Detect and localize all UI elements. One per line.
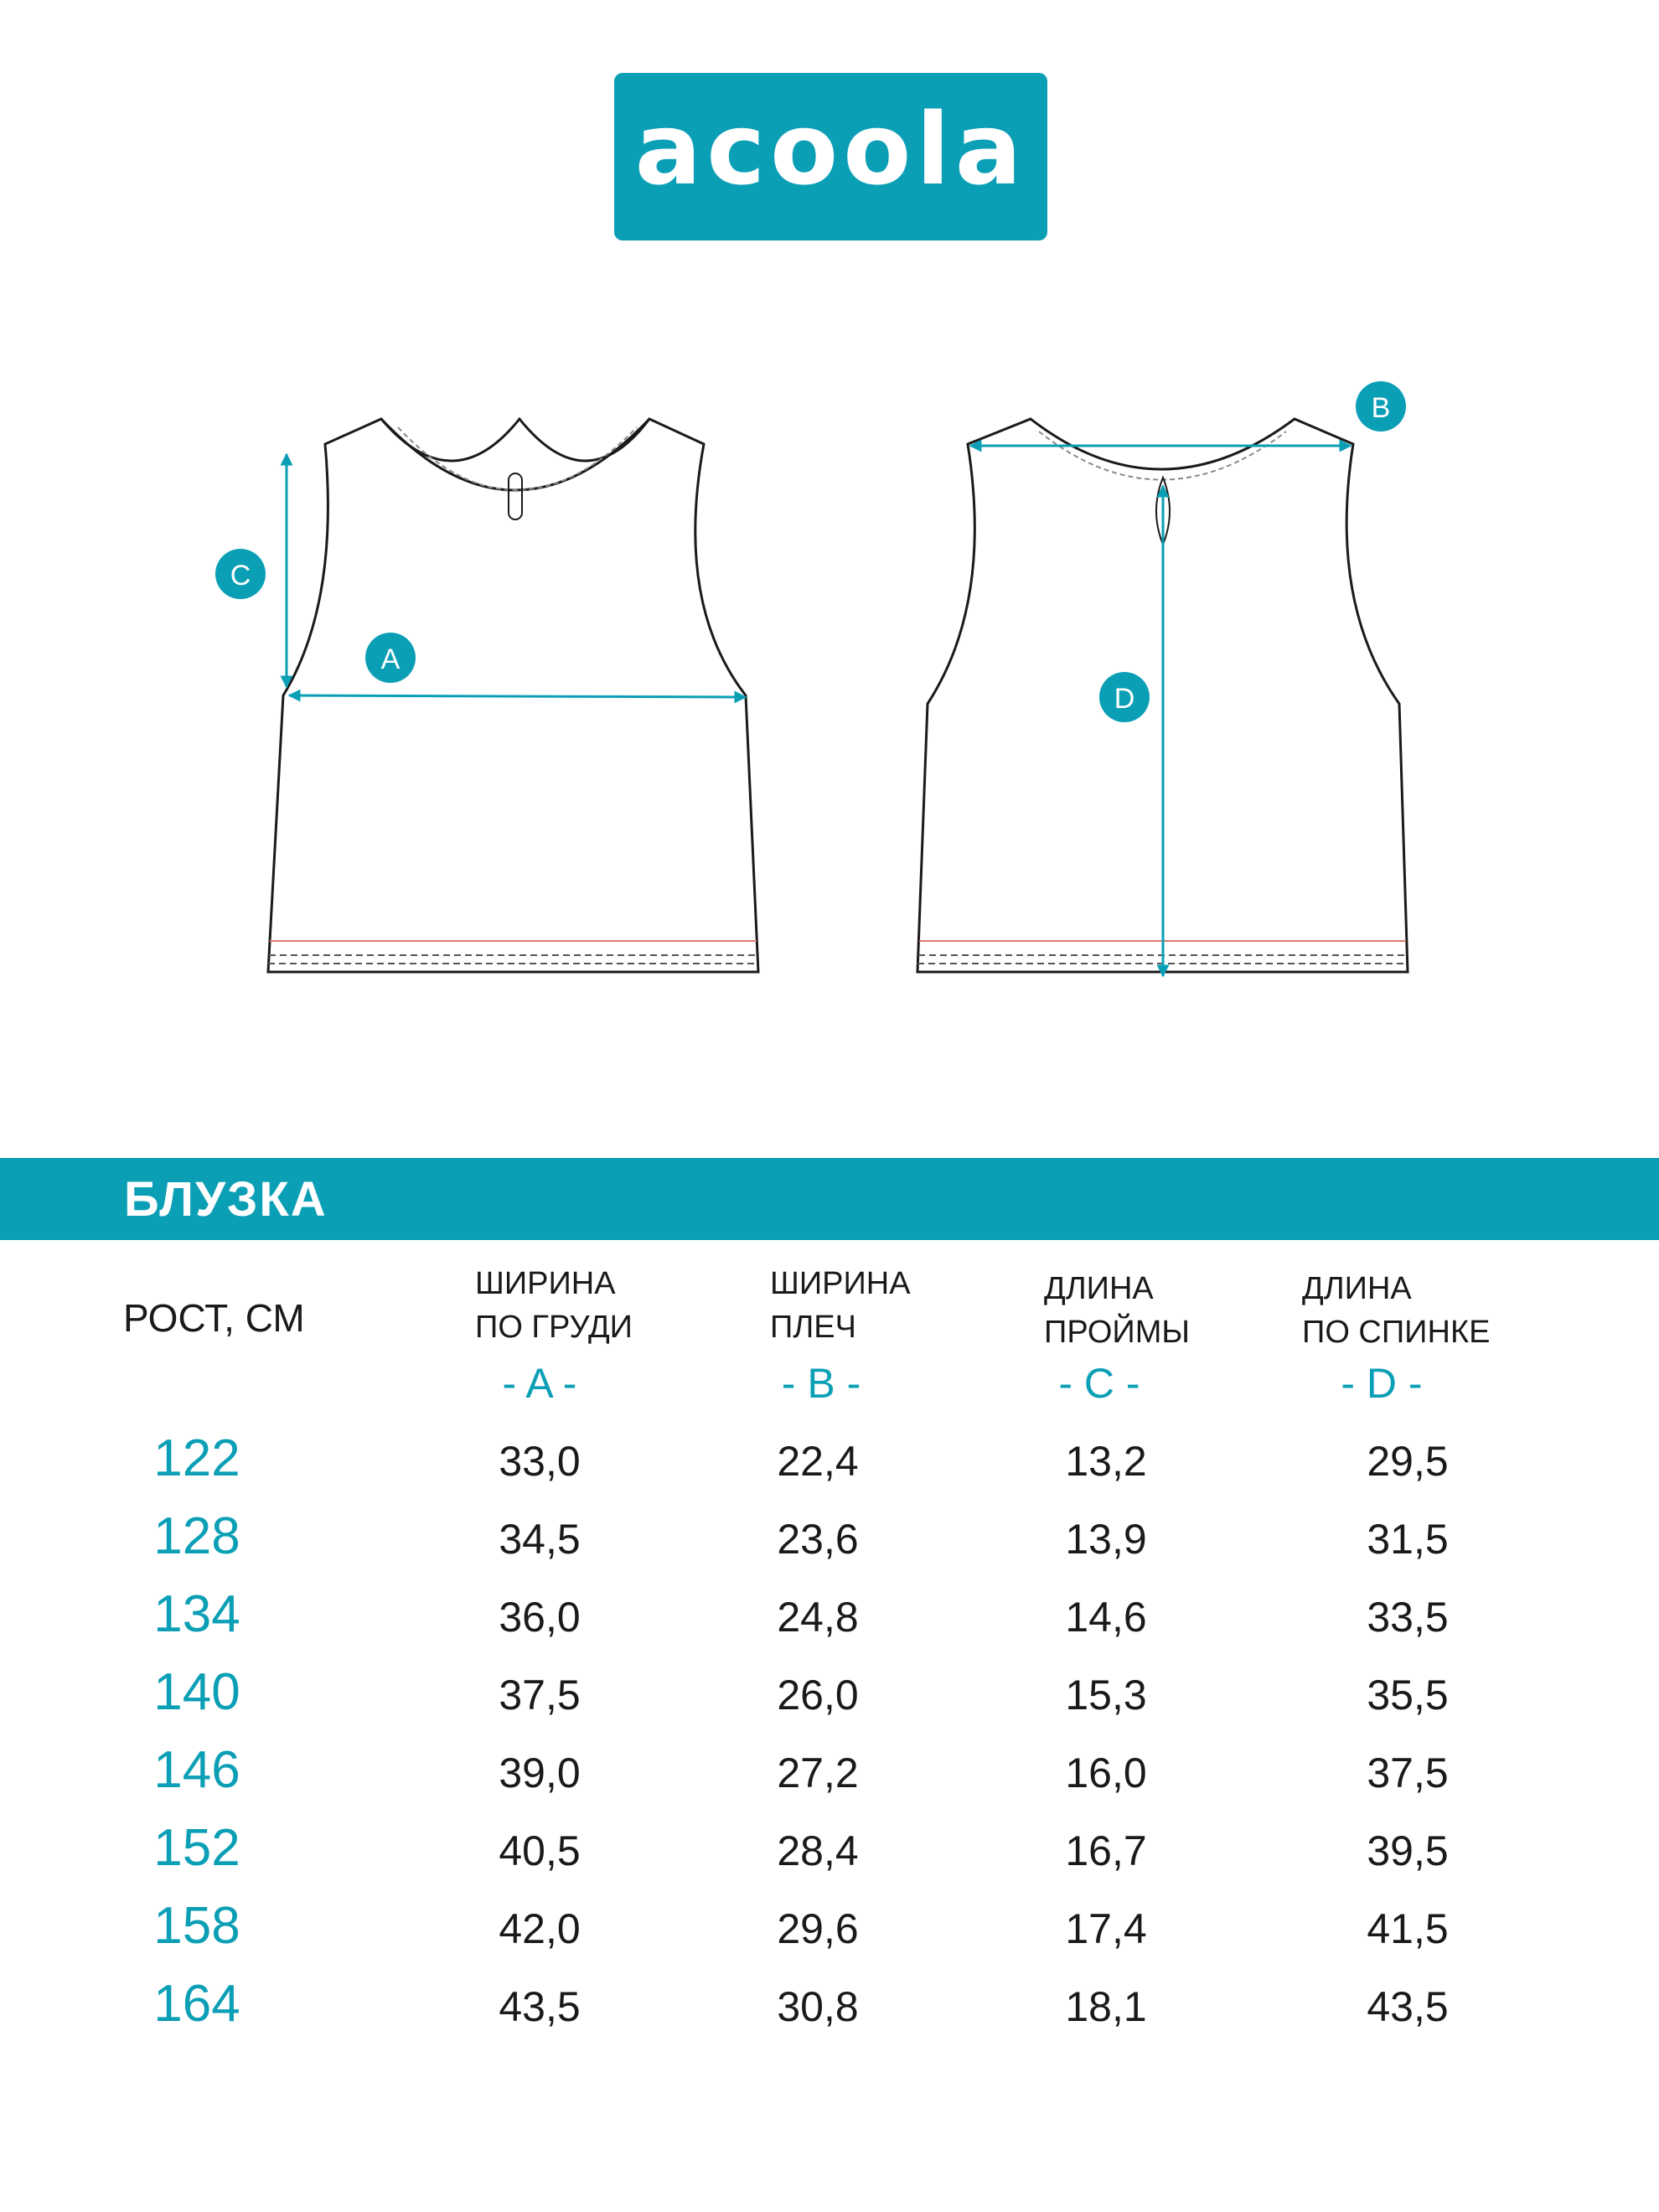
- value-cell-d: 43,5: [1367, 1983, 1449, 2030]
- section-title: БЛУЗКА: [124, 1172, 328, 1227]
- table-row: [0, 1429, 1659, 1506]
- value-cell-b: 28,4: [777, 1827, 859, 1874]
- marker-c: [215, 549, 266, 599]
- size-cell: 128: [153, 1507, 240, 1565]
- size-cell: 140: [153, 1663, 240, 1721]
- marker-d: [1099, 672, 1150, 722]
- column-header-b: [770, 1262, 911, 1349]
- value-cell-c: 13,9: [1065, 1516, 1147, 1563]
- value-cell-a: 39,0: [499, 1749, 581, 1796]
- value-cell-b: 26,0: [777, 1672, 859, 1718]
- column-header-b-line2: ПЛЕЧ: [770, 1310, 856, 1345]
- logo-text: acoola: [634, 91, 1027, 207]
- column-header-d-line2: ПО СПИНКЕ: [1302, 1315, 1491, 1350]
- value-cell-d: 41,5: [1367, 1905, 1449, 1952]
- value-cell-c: 16,0: [1065, 1749, 1147, 1796]
- table-row: [0, 1662, 1659, 1739]
- column-header-d: [1302, 1267, 1490, 1354]
- back-view: [917, 419, 1408, 976]
- value-cell-a: 43,5: [499, 1983, 581, 2030]
- marker-a: [365, 633, 416, 683]
- front-view: [268, 419, 758, 972]
- value-cell-b: 27,2: [777, 1749, 859, 1796]
- column-header-c: [1044, 1267, 1190, 1354]
- value-cell-b: 29,6: [777, 1905, 859, 1952]
- value-cell-b: 22,4: [777, 1438, 859, 1485]
- brand-logo: [614, 73, 1047, 240]
- table-row: [0, 1584, 1659, 1662]
- svg-text:C: C: [230, 560, 251, 592]
- svg-text:B: B: [1371, 392, 1391, 424]
- value-cell-d: 35,5: [1367, 1672, 1449, 1718]
- value-cell-b: 23,6: [777, 1516, 859, 1563]
- value-cell-c: 14,6: [1065, 1594, 1147, 1641]
- column-header-a: [475, 1262, 633, 1349]
- table-row: [0, 1818, 1659, 1895]
- value-cell-d: 37,5: [1367, 1749, 1449, 1796]
- size-cell: 164: [153, 1975, 240, 2033]
- column-code-b: - B -: [781, 1360, 861, 1407]
- value-cell-c: 13,2: [1065, 1438, 1147, 1485]
- column-header-a-line2: ПО ГРУДИ: [475, 1310, 633, 1345]
- value-cell-b: 30,8: [777, 1983, 859, 2030]
- value-cell-b: 24,8: [777, 1594, 859, 1641]
- table-row: [0, 1896, 1659, 1973]
- column-header-c-line2: ПРОЙМЫ: [1044, 1315, 1190, 1350]
- value-cell-a: 40,5: [499, 1827, 581, 1874]
- value-cell-a: 42,0: [499, 1905, 581, 1952]
- table-row: [0, 1507, 1659, 1584]
- value-cell-c: 18,1: [1065, 1983, 1147, 2030]
- value-cell-d: 33,5: [1367, 1594, 1449, 1641]
- svg-text:D: D: [1114, 683, 1135, 715]
- table-row: [0, 1974, 1659, 2051]
- svg-text:A: A: [380, 643, 401, 675]
- value-cell-c: 17,4: [1065, 1905, 1147, 1952]
- column-header-b-line1: ШИРИНА: [770, 1266, 911, 1301]
- column-code-c: - C -: [1058, 1360, 1140, 1407]
- value-cell-c: 15,3: [1065, 1672, 1147, 1718]
- value-cell-d: 31,5: [1367, 1516, 1449, 1563]
- value-cell-a: 33,0: [499, 1438, 581, 1485]
- size-header: РОСТ, СМ: [123, 1296, 305, 1340]
- size-cell: 146: [153, 1741, 240, 1799]
- value-cell-a: 36,0: [499, 1594, 581, 1641]
- section-band: [0, 1158, 1659, 1240]
- size-cell: 158: [153, 1897, 240, 1955]
- value-cell-d: 39,5: [1367, 1827, 1449, 1874]
- value-cell-d: 29,5: [1367, 1438, 1449, 1485]
- garment-diagram: [0, 360, 1659, 1014]
- column-code-d: - D -: [1341, 1360, 1423, 1407]
- table-row: [0, 1740, 1659, 1817]
- size-cell: 152: [153, 1819, 240, 1877]
- value-cell-c: 16,7: [1065, 1827, 1147, 1874]
- marker-b: [1356, 381, 1406, 432]
- value-cell-a: 37,5: [499, 1672, 581, 1718]
- column-header-d-line1: ДЛИНА: [1302, 1271, 1412, 1306]
- value-cell-a: 34,5: [499, 1516, 581, 1563]
- column-header-c-line1: ДЛИНА: [1044, 1271, 1154, 1306]
- column-header-a-line1: ШИРИНА: [475, 1266, 616, 1301]
- size-cell: 122: [153, 1429, 240, 1487]
- size-cell: 134: [153, 1585, 240, 1643]
- column-code-a: - A -: [502, 1360, 577, 1407]
